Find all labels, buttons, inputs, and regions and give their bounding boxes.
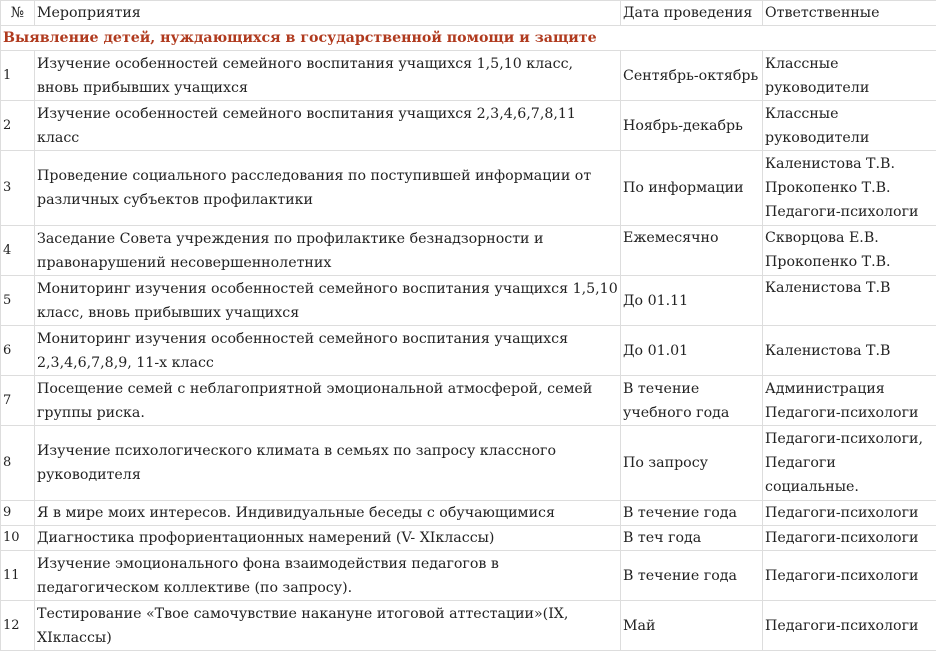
table-row: [1, 101, 936, 151]
row-date: По запросу: [621, 426, 763, 501]
row-responsible: [763, 276, 936, 326]
row-responsible: [763, 601, 936, 651]
responsible-line: Скворцова Е.В.: [765, 230, 879, 246]
row-responsible: [763, 551, 936, 601]
row-responsible: [763, 51, 936, 101]
table-row: [1, 426, 936, 501]
row-num: 10: [1, 526, 35, 551]
row-date: Май: [621, 601, 763, 651]
row-event: Мониторинг изучения особенностей семейного воспитания учащихся 1,5,10 класс, вновь прибывших учащихся: [35, 276, 621, 326]
section-title: Выявление детей, нуждающихся в государственной помощи и защите: [1, 26, 936, 51]
responsible-line: Каленистова Т.В: [765, 342, 891, 359]
header-num: №: [1, 1, 35, 26]
row-responsible: [763, 526, 936, 551]
row-event: Я в мире моих интересов. Индивидуальные беседы с обучающимися: [35, 501, 621, 526]
responsible-line: Прокопенко Т.В.: [765, 254, 891, 270]
responsible-line: Классные: [765, 105, 839, 122]
row-event: Изучение психологического климата в семьях по запросу классного руководителя: [35, 426, 621, 501]
table-row: [1, 226, 936, 276]
table-row: [1, 151, 936, 226]
row-event: Проведение социального расследования по поступившей информации от различных субъектов профилактики: [35, 151, 621, 226]
table-row: [1, 551, 936, 601]
responsible-line: Педагоги-психологи: [765, 404, 919, 421]
row-num: 2: [1, 101, 35, 151]
row-event: Мониторинг изучения особенностей семейного воспитания учащихся 2,3,4,6,7,8,9, 11-х класс: [35, 326, 621, 376]
responsible-line: Педагоги-психологи: [765, 530, 919, 546]
row-num: 3: [1, 151, 35, 226]
row-date: Ежемесячно: [621, 226, 763, 276]
row-num: 8: [1, 426, 35, 501]
table-row: [1, 376, 936, 426]
row-event: Изучение особенностей семейного воспитания учащихся 2,3,4,6,7,8,11 класс: [35, 101, 621, 151]
responsible-line: Педагоги-психологи: [765, 505, 919, 521]
row-date: До 01.11: [621, 276, 763, 326]
table-row: [1, 601, 936, 651]
row-date: До 01.01: [621, 326, 763, 376]
row-responsible: [763, 376, 936, 426]
header-responsible: Ответственные: [763, 1, 936, 26]
row-date: Сентябрь-октябрь: [621, 51, 763, 101]
row-date: Ноябрь-декабрь: [621, 101, 763, 151]
responsible-line: социальные.: [765, 479, 859, 495]
row-responsible: [763, 426, 936, 501]
responsible-line: Каленистова Т.В.: [765, 156, 895, 172]
row-date: По информации: [621, 151, 763, 226]
section-row: [1, 26, 936, 51]
row-responsible: [763, 501, 936, 526]
row-num: 7: [1, 376, 35, 426]
row-responsible: [763, 326, 936, 376]
responsible-line: Педагоги-психологи,: [765, 431, 923, 447]
row-event: Диагностика профориентационных намерений (V- XIклассы): [35, 526, 621, 551]
row-date: В теч года: [621, 526, 763, 551]
row-num: 4: [1, 226, 35, 276]
row-num: 9: [1, 501, 35, 526]
row-date: В течение года: [621, 501, 763, 526]
responsible-line: руководители: [765, 129, 870, 146]
row-num: 11: [1, 551, 35, 601]
responsible-line: Администрация: [765, 380, 885, 397]
responsible-line: руководители: [765, 79, 870, 96]
row-event: Заседание Совета учреждения по профилактике безнадзорности и правонарушений несовершеннолетних: [35, 226, 621, 276]
responsible-line: Педагоги-психологи: [765, 617, 919, 634]
table-row: [1, 526, 936, 551]
table-row: [1, 276, 936, 326]
row-event: Посещение семей с неблагоприятной эмоциональной атмосферой, семей группы риска.: [35, 376, 621, 426]
header-date: Дата проведения: [621, 1, 763, 26]
responsible-line: Каленистова Т.В: [765, 280, 891, 296]
responsible-line: Педагоги: [765, 455, 836, 471]
row-num: 12: [1, 601, 35, 651]
row-date: В течение года: [621, 551, 763, 601]
table-row: [1, 51, 936, 101]
header-row: [1, 1, 936, 26]
header-event: Мероприятия: [35, 1, 621, 26]
responsible-line: Прокопенко Т.В.: [765, 180, 891, 196]
row-date: В течение учебного года: [621, 376, 763, 426]
row-num: 6: [1, 326, 35, 376]
table-row: [1, 501, 936, 526]
responsible-line: Педагоги-психологи: [765, 567, 919, 584]
row-responsible: [763, 101, 936, 151]
responsible-line: Классные: [765, 55, 839, 72]
row-num: 1: [1, 51, 35, 101]
row-num: 5: [1, 276, 35, 326]
row-event: Изучение эмоционального фона взаимодействия педагогов в педагогическом коллективе (по запросу).: [35, 551, 621, 601]
responsible-line: Педагоги-психологи: [765, 204, 919, 220]
row-responsible: [763, 226, 936, 276]
row-responsible: [763, 151, 936, 226]
table-row: [1, 326, 936, 376]
row-event: Изучение особенностей семейного воспитания учащихся 1,5,10 класс, вновь прибывших учащихся: [35, 51, 621, 101]
row-event: Тестирование «Твое самочувствие накануне итоговой аттестации»(IX, XIклассы): [35, 601, 621, 651]
